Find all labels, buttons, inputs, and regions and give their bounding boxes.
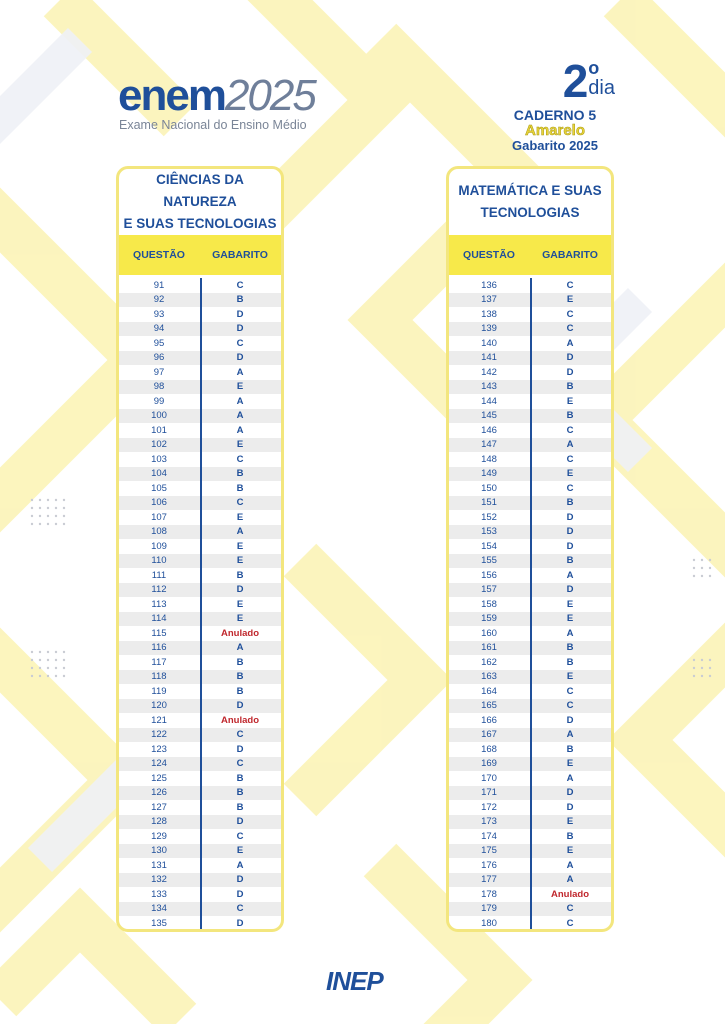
question-number: 173 [481, 816, 497, 828]
enem-logo [118, 71, 315, 132]
table-row [119, 583, 281, 598]
question-number: 153 [481, 526, 497, 538]
table-row [119, 684, 281, 699]
table-row [119, 742, 281, 757]
answer-key: D [236, 874, 244, 886]
table-row [449, 597, 611, 612]
table-header [119, 235, 281, 275]
question-number: 158 [481, 598, 497, 610]
answer-key: D [236, 308, 244, 320]
question-number: 161 [481, 642, 497, 654]
table-row [119, 409, 281, 424]
question-number: 108 [151, 526, 167, 538]
table-row [449, 699, 611, 714]
answer-key: A [236, 366, 244, 378]
table-row [119, 365, 281, 380]
question-number: 130 [151, 845, 167, 857]
question-number: 94 [153, 323, 165, 335]
table-row [449, 641, 611, 656]
question-number: 105 [151, 482, 167, 494]
question-number: 174 [481, 830, 497, 842]
table-row [119, 800, 281, 815]
question-number: 148 [481, 453, 497, 465]
table-row [449, 786, 611, 801]
question-number: 107 [151, 511, 167, 523]
answer-key: E [566, 671, 574, 683]
answer-key: D [566, 714, 574, 726]
table-row [449, 655, 611, 670]
answer-key: A [566, 439, 574, 451]
answer-key: B [236, 482, 244, 494]
table-row [449, 539, 611, 554]
question-number: 178 [481, 888, 497, 900]
answer-key: C [236, 758, 244, 770]
matematica-card [446, 166, 614, 932]
table-row [119, 467, 281, 482]
question-number: 93 [153, 308, 165, 320]
answer-key: C [566, 308, 574, 320]
table-row [119, 858, 281, 873]
col-gabarito: GABARITO [212, 249, 268, 261]
answer-key: C [566, 453, 574, 465]
answer-key: B [566, 642, 574, 654]
question-number: 149 [481, 468, 497, 480]
table-row [449, 858, 611, 873]
day-number: 2 [562, 55, 589, 107]
question-number: 138 [481, 308, 497, 320]
answer-key: A [566, 337, 574, 349]
answer-key: D [236, 816, 244, 828]
answer-key: D [566, 787, 574, 799]
question-number: 175 [481, 845, 497, 857]
question-number: 132 [151, 874, 167, 886]
answer-key: E [566, 816, 574, 828]
question-number: 133 [151, 888, 167, 900]
answer-key: C [236, 830, 244, 842]
table-row [449, 771, 611, 786]
table-row [119, 713, 281, 728]
table-row [449, 394, 611, 409]
question-number: 95 [153, 337, 165, 349]
question-number: 142 [481, 366, 497, 378]
question-number: 103 [151, 453, 167, 465]
answer-key: C [566, 323, 574, 335]
question-number: 122 [151, 729, 167, 741]
answer-key: Anulado [551, 888, 589, 900]
question-number: 91 [153, 279, 165, 291]
question-number: 171 [481, 787, 497, 799]
question-number: 113 [151, 598, 167, 610]
question-number: 146 [481, 424, 497, 436]
question-number: 112 [151, 584, 167, 596]
answer-key: A [236, 395, 244, 407]
table-row [119, 815, 281, 830]
table-row [449, 742, 611, 757]
question-number: 150 [481, 482, 497, 494]
question-number: 96 [153, 352, 165, 364]
question-number: 99 [153, 395, 165, 407]
table-row [119, 829, 281, 844]
answer-key: C [236, 453, 244, 465]
answer-key: B [236, 801, 244, 813]
answer-key: E [566, 294, 574, 306]
table-row [119, 394, 281, 409]
table-row [449, 307, 611, 322]
table-row [449, 438, 611, 453]
answer-key: B [566, 656, 574, 668]
table-row [119, 307, 281, 322]
answer-key: E [236, 613, 244, 625]
answer-key: C [236, 903, 244, 915]
table-row [449, 365, 611, 380]
question-number: 116 [151, 642, 167, 654]
answer-key: C [236, 729, 244, 741]
table-row [119, 670, 281, 685]
table-row [449, 713, 611, 728]
answer-key: C [566, 903, 574, 915]
question-number: 176 [481, 859, 497, 871]
table-row [119, 612, 281, 627]
booklet-color: Amarelo [524, 122, 586, 139]
table-row [449, 423, 611, 438]
answer-key: A [566, 627, 574, 639]
table-row [449, 873, 611, 888]
gabarito-year: Gabarito 2025 [512, 138, 598, 153]
table-row [449, 351, 611, 366]
table-row [449, 467, 611, 482]
table-row [449, 684, 611, 699]
question-number: 129 [151, 830, 167, 842]
answer-key: E [566, 613, 574, 625]
answer-rows [119, 278, 281, 931]
table-row [449, 554, 611, 569]
table-row [119, 916, 281, 931]
table-row [449, 525, 611, 540]
answer-key: B [566, 497, 574, 509]
table-row [449, 496, 611, 511]
question-number: 164 [481, 685, 497, 697]
question-number: 114 [151, 613, 167, 625]
question-number: 127 [151, 801, 167, 813]
question-number: 147 [481, 439, 497, 451]
answer-key: B [236, 772, 244, 784]
table-row [449, 670, 611, 685]
answer-key: A [566, 859, 574, 871]
question-number: 167 [481, 729, 497, 741]
answer-key: B [236, 685, 244, 697]
table-row [119, 554, 281, 569]
answer-key: E [236, 540, 244, 552]
answer-key: E [236, 845, 244, 857]
question-number: 119 [151, 685, 167, 697]
answer-key: B [236, 671, 244, 683]
question-number: 177 [481, 874, 497, 886]
answer-key: A [566, 729, 574, 741]
table-row [119, 887, 281, 902]
table-row [449, 728, 611, 743]
answer-key: E [566, 845, 574, 857]
table-row [449, 829, 611, 844]
question-number: 162 [481, 656, 497, 668]
question-number: 126 [151, 787, 167, 799]
table-row [449, 452, 611, 467]
table-row [449, 626, 611, 641]
table-row [449, 902, 611, 917]
answer-key: D [566, 511, 574, 523]
question-number: 134 [151, 903, 167, 915]
question-number: 92 [153, 294, 165, 306]
answer-key: B [566, 830, 574, 842]
answer-key: D [236, 917, 244, 929]
answer-key: D [236, 700, 244, 712]
day-badge [562, 55, 615, 107]
table-row [119, 510, 281, 525]
table-row [119, 423, 281, 438]
card-title [449, 169, 611, 235]
answer-key: B [566, 743, 574, 755]
question-number: 128 [151, 816, 167, 828]
question-number: 102 [151, 439, 167, 451]
answer-key: D [566, 526, 574, 538]
question-number: 117 [151, 656, 167, 668]
question-number: 118 [151, 671, 167, 683]
question-number: 157 [481, 584, 497, 596]
answer-key: E [236, 439, 244, 451]
question-number: 115 [151, 627, 167, 639]
question-number: 141 [481, 352, 497, 364]
answer-key: C [236, 497, 244, 509]
answer-key: D [236, 743, 244, 755]
day-label: dia [588, 77, 615, 99]
table-row [119, 452, 281, 467]
card-title-line2: E SUAS TECNOLOGIAS [123, 216, 277, 231]
question-number: 98 [153, 381, 165, 393]
question-number: 136 [481, 279, 497, 291]
answer-key: C [236, 337, 244, 349]
question-number: 137 [481, 294, 497, 306]
col-questao: QUESTÃO [133, 249, 185, 261]
question-number: 135 [151, 917, 167, 929]
col-gabarito: GABARITO [542, 249, 598, 261]
question-number: 169 [481, 758, 497, 770]
question-number: 163 [481, 671, 497, 683]
ciencias-natureza-card [116, 166, 284, 932]
answer-key: A [236, 424, 244, 436]
answer-key: E [566, 395, 574, 407]
table-row [119, 496, 281, 511]
table-row [449, 844, 611, 859]
question-number: 168 [481, 743, 497, 755]
table-row [449, 510, 611, 525]
answer-key: A [236, 642, 244, 654]
answer-key: D [236, 323, 244, 335]
table-row [119, 757, 281, 772]
answer-key: A [236, 859, 244, 871]
question-number: 100 [151, 410, 167, 422]
table-row [119, 568, 281, 583]
answer-key: E [236, 511, 244, 523]
logo-subtitle: Exame Nacional do Ensino Médio [119, 118, 307, 132]
question-number: 156 [481, 569, 497, 581]
table-row [449, 481, 611, 496]
table-row [119, 336, 281, 351]
table-row [449, 916, 611, 931]
question-number: 124 [151, 758, 167, 770]
answer-key: E [236, 598, 244, 610]
answer-key: E [236, 381, 244, 393]
table-row [119, 655, 281, 670]
answer-key: B [236, 656, 244, 668]
table-row [119, 844, 281, 859]
answer-key: E [566, 468, 574, 480]
answer-key: C [566, 917, 574, 929]
question-number: 123 [151, 743, 167, 755]
answer-key: D [566, 366, 574, 378]
logo-enem-text: enem [118, 71, 225, 120]
table-row [449, 757, 611, 772]
question-number: 101 [151, 424, 167, 436]
table-row [449, 568, 611, 583]
answer-key: C [566, 424, 574, 436]
question-number: 151 [481, 497, 497, 509]
answer-key: C [566, 700, 574, 712]
question-number: 172 [481, 801, 497, 813]
question-number: 109 [151, 540, 167, 552]
inep-logo: INEP [326, 966, 383, 996]
answer-key: B [236, 468, 244, 480]
question-number: 140 [481, 337, 497, 349]
question-number: 145 [481, 410, 497, 422]
table-row [119, 786, 281, 801]
answer-key: B [566, 410, 574, 422]
table-row [119, 481, 281, 496]
answer-key: D [566, 352, 574, 364]
table-row [119, 525, 281, 540]
answer-key: A [236, 526, 244, 538]
question-number: 152 [481, 511, 497, 523]
question-number: 159 [481, 613, 497, 625]
card-title [119, 169, 281, 235]
card-title-line2: TECNOLOGIAS [480, 205, 580, 220]
table-row [449, 278, 611, 293]
table-row [449, 380, 611, 395]
question-number: 139 [481, 323, 497, 335]
table-row [119, 380, 281, 395]
table-header [449, 235, 611, 275]
table-row [119, 873, 281, 888]
table-row [449, 293, 611, 308]
table-row [449, 583, 611, 598]
table-row [119, 539, 281, 554]
question-number: 160 [481, 627, 497, 639]
table-row [119, 771, 281, 786]
question-number: 180 [481, 917, 497, 929]
table-row [119, 351, 281, 366]
answer-key: E [566, 758, 574, 770]
table-row [119, 438, 281, 453]
answer-key: Anulado [221, 714, 259, 726]
table-row [449, 815, 611, 830]
answer-key: A [566, 772, 574, 784]
answer-key: A [236, 410, 244, 422]
question-number: 166 [481, 714, 497, 726]
answer-key: C [236, 279, 244, 291]
booklet-info [495, 108, 615, 153]
card-title-line1: CIÊNCIAS DA NATUREZA [156, 172, 244, 209]
question-number: 165 [481, 700, 497, 712]
question-number: 170 [481, 772, 497, 784]
col-questao: QUESTÃO [463, 249, 515, 261]
table-row [119, 641, 281, 656]
answer-key: D [236, 888, 244, 900]
answer-key: B [566, 381, 574, 393]
table-row [119, 626, 281, 641]
logo-year-text: 2025 [224, 71, 315, 120]
question-number: 143 [481, 381, 497, 393]
question-number: 104 [151, 468, 167, 480]
answer-key: A [566, 874, 574, 886]
day-ordinal: o [588, 58, 600, 78]
answer-key: B [236, 787, 244, 799]
question-number: 97 [153, 366, 165, 378]
card-title-line1: MATEMÁTICA E SUAS [458, 183, 602, 198]
question-number: 106 [151, 497, 167, 509]
answer-key: C [566, 279, 574, 291]
question-number: 154 [481, 540, 497, 552]
answer-key: E [566, 598, 574, 610]
question-number: 155 [481, 555, 497, 567]
question-number: 120 [151, 700, 167, 712]
caderno-label: CADERNO 5 [513, 107, 597, 123]
table-row [449, 800, 611, 815]
answer-key: E [236, 555, 244, 567]
table-row [449, 887, 611, 902]
question-number: 179 [481, 903, 497, 915]
answer-key: C [566, 685, 574, 697]
answer-key: D [566, 540, 574, 552]
answer-key: D [566, 584, 574, 596]
answer-key: B [236, 294, 244, 306]
table-row [449, 409, 611, 424]
table-row [449, 612, 611, 627]
table-row [119, 699, 281, 714]
question-number: 144 [481, 395, 497, 407]
question-number: 125 [151, 772, 167, 784]
question-number: 111 [151, 569, 167, 581]
question-number: 110 [151, 555, 167, 567]
table-row [449, 336, 611, 351]
table-row [449, 322, 611, 337]
table-row [119, 597, 281, 612]
answer-key: D [236, 352, 244, 364]
answer-key: B [566, 555, 574, 567]
table-row [119, 278, 281, 293]
question-number: 131 [151, 859, 167, 871]
table-row [119, 322, 281, 337]
table-row [119, 293, 281, 308]
answer-key: Anulado [221, 627, 259, 639]
answer-key: B [236, 569, 244, 581]
table-row [119, 902, 281, 917]
answer-key: D [566, 801, 574, 813]
answer-key: A [566, 569, 574, 581]
question-number: 121 [151, 714, 167, 726]
answer-rows [449, 278, 611, 931]
answer-key: C [566, 482, 574, 494]
answer-key: D [236, 584, 244, 596]
table-row [119, 728, 281, 743]
